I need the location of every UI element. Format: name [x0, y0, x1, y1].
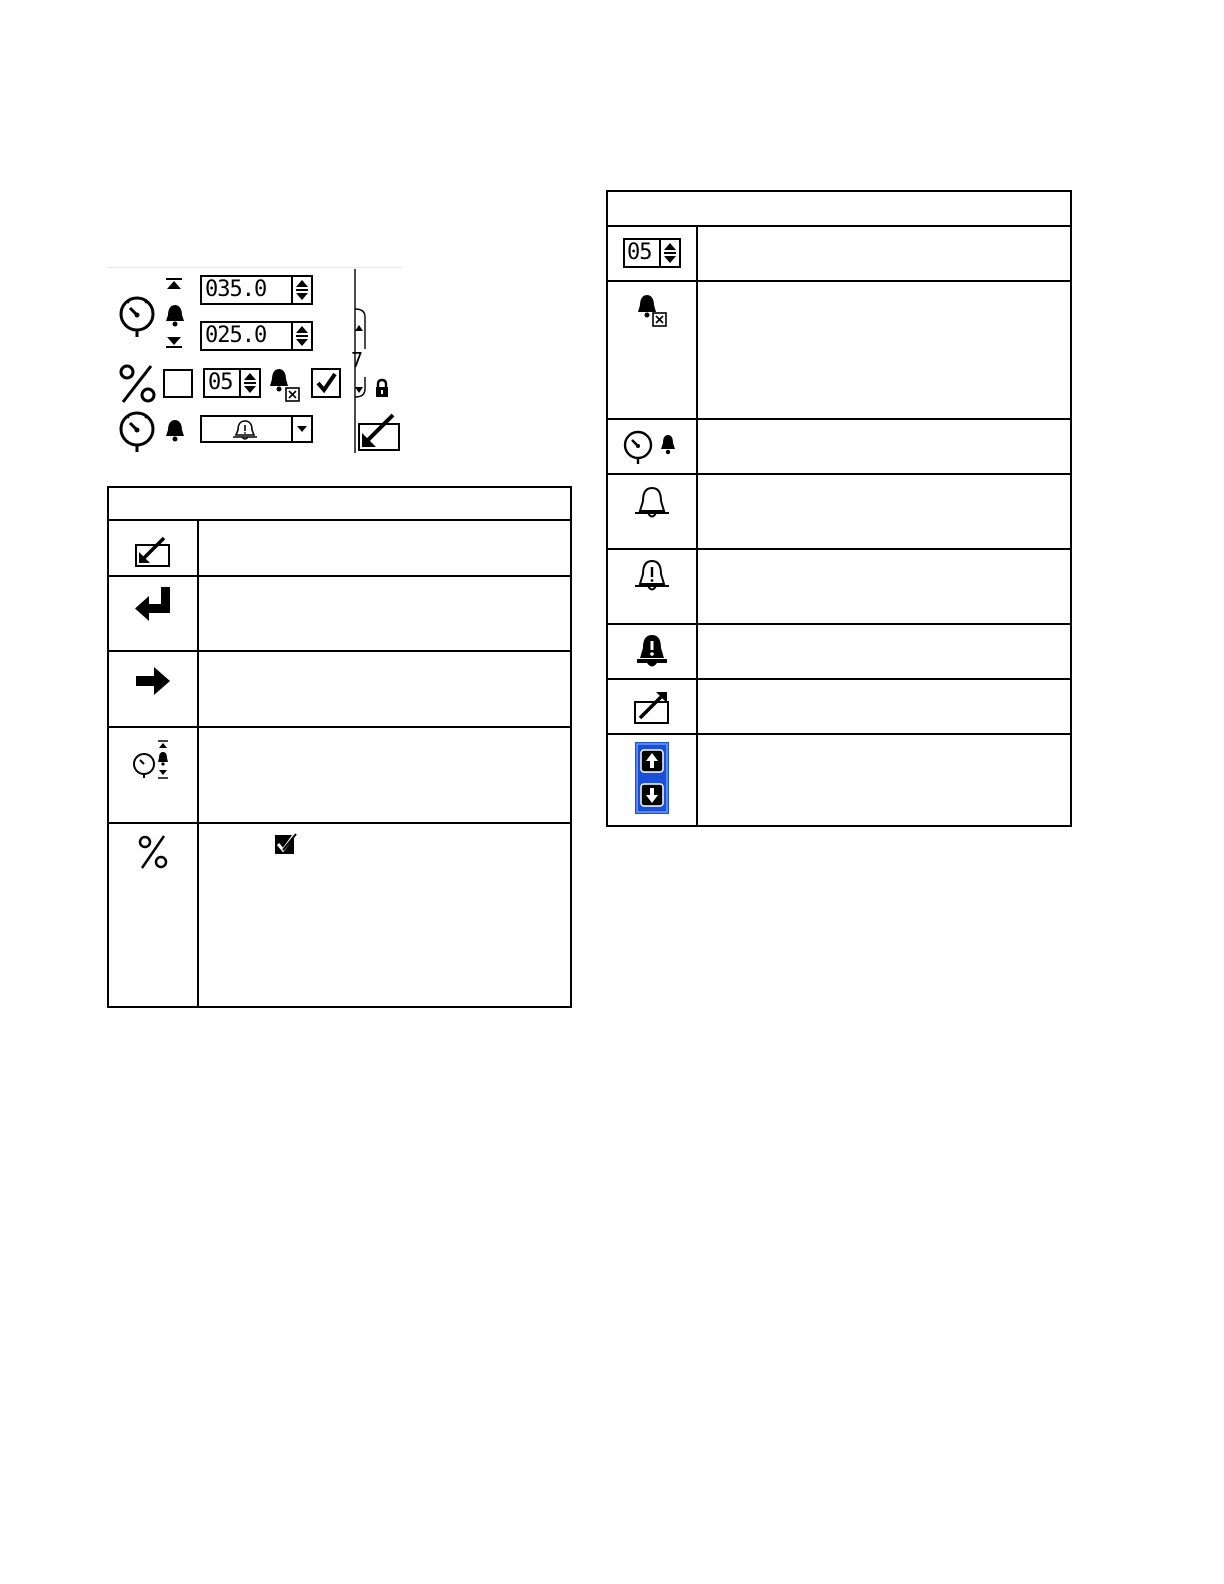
exit-edit-icon [133, 533, 173, 569]
left-table-header [108, 487, 571, 520]
bell-alarm-icon [164, 418, 186, 442]
disable-alarm-checkbox[interactable] [311, 368, 341, 398]
legend-icon-cell [108, 727, 198, 823]
legend-description [697, 474, 1071, 549]
right-arrow-icon [134, 666, 172, 696]
high-limit-field[interactable] [200, 275, 313, 305]
percent-enable-checkbox[interactable] [163, 369, 193, 398]
legend-description [697, 226, 1071, 281]
low-limit-field[interactable] [200, 321, 313, 351]
legend-icon-cell [607, 419, 697, 474]
right-legend-table [606, 190, 1072, 827]
low-limit-spinner[interactable] [291, 323, 311, 349]
chevron-down-icon [294, 417, 310, 441]
low-limit-icon [165, 333, 183, 349]
alarm-type-dropdown[interactable] [200, 415, 313, 443]
legend-row [607, 549, 1071, 624]
legend-row [108, 520, 571, 576]
percent-value: 05 [208, 370, 233, 395]
legend-description [198, 520, 571, 576]
enter-edit-icon [632, 690, 672, 726]
legend-description [697, 419, 1071, 474]
legend-icon-cell [607, 474, 697, 549]
right-table-header [607, 191, 1071, 226]
legend-row [108, 576, 571, 651]
legend-description [697, 281, 1071, 419]
legend-row [607, 474, 1071, 549]
legend-description [198, 823, 571, 1007]
legend-icon-cell [108, 823, 198, 1007]
percent-spinner[interactable] [239, 370, 259, 396]
legend-row [607, 624, 1071, 679]
enter-icon [133, 585, 173, 623]
page-indicator: 7 [351, 348, 364, 372]
legend-row [108, 651, 571, 727]
lock-icon [374, 378, 390, 398]
low-limit-value: 025.0 [205, 323, 267, 348]
high-limit-spinner[interactable] [291, 277, 311, 303]
gauge-icon [117, 293, 159, 339]
high-limit-icon [165, 277, 183, 293]
checked-box-icon [274, 833, 298, 855]
percent-icon [117, 363, 159, 405]
gauge-icon [117, 408, 159, 454]
legend-description [697, 549, 1071, 624]
exit-edit-button[interactable] [357, 407, 403, 453]
legend-icon-cell [108, 576, 198, 651]
legend-icon-cell [607, 624, 697, 679]
bell-alarm-filled-icon [632, 633, 672, 671]
legend-icon-cell [607, 549, 697, 624]
legend-icon-cell [607, 679, 697, 734]
legend-row [108, 823, 571, 1007]
dropdown-arrow[interactable] [291, 417, 311, 441]
checkmark-icon [313, 370, 339, 396]
legend-description [697, 734, 1071, 826]
legend-row [607, 281, 1071, 419]
alarm-disable-icon [267, 367, 303, 403]
legend-icon-cell [108, 520, 198, 576]
legend-icon-cell [607, 734, 697, 826]
alarm-disable-icon [635, 293, 669, 327]
spinner-field-value: 05 [627, 240, 652, 265]
bell-alarm-icon [164, 303, 186, 327]
legend-row [108, 727, 571, 823]
gauge-alarm-icon [622, 428, 682, 466]
limit-alarm-icon [131, 738, 175, 786]
legend-row [607, 679, 1071, 734]
spinner-field-icon [623, 238, 681, 268]
legend-row [607, 419, 1071, 474]
bell-deviation-icon [632, 558, 672, 598]
alarm-deviation-icon [232, 419, 258, 441]
legend-description [697, 679, 1071, 734]
percent-value-field[interactable] [203, 368, 261, 398]
legend-icon-cell [108, 651, 198, 727]
high-limit-value: 035.0 [205, 277, 267, 302]
legend-description [198, 576, 571, 651]
legend-description [198, 651, 571, 727]
legend-row [607, 226, 1071, 281]
legend-icon-cell [607, 226, 697, 281]
bell-outline-icon [632, 485, 672, 523]
legend-row [607, 734, 1071, 826]
setup-screen-panel [107, 267, 403, 457]
legend-description [198, 727, 571, 823]
left-legend-table [107, 486, 572, 1008]
legend-icon-cell [607, 281, 697, 419]
up-down-keys-icon [634, 741, 670, 815]
legend-description [697, 624, 1071, 679]
percent-icon [136, 834, 170, 870]
